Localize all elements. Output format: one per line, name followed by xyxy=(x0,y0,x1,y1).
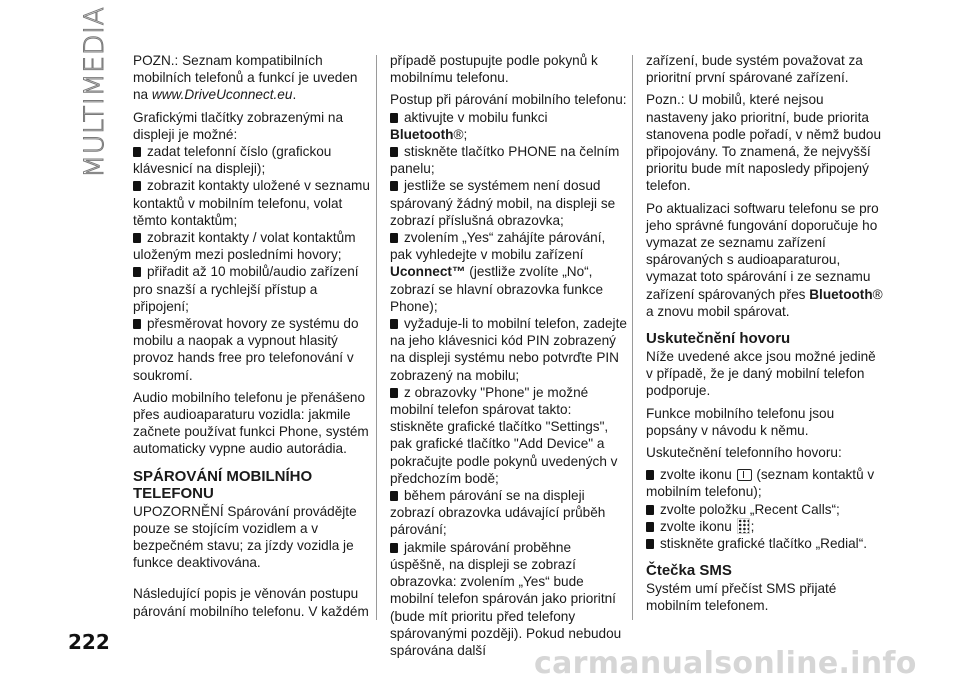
list-item: zobrazit kontakty / volat kontaktům uloženým mezi posledními hovory; xyxy=(133,230,356,263)
bullet-icon xyxy=(133,233,141,243)
text-column-2 xyxy=(390,52,628,659)
list-item: přiřadit až 10 mobilů/audio zařízení pro snazší a rychlejší přístup a připojení; xyxy=(133,264,359,314)
section-side-label: MULTIMEDIA xyxy=(79,6,110,178)
paragraph: Po aktualizaci softwaru telefonu se pro jeho správné fungování doporučuje ho vymazat ze seznamu zařízení spárovaných s audioaparaturou, vymazat toto spárování i ze seznamu zařízení spárovaných přes Bluetooth® a znovu mobil spárovat. xyxy=(646,200,883,319)
list-item: zadat telefonní číslo (grafickou klávesnicí na displeji); xyxy=(133,144,332,177)
list-item: jestliže se systémem není dosud spárovaný žádný mobil, na displeji se zobrazí příslušná obrazovka; xyxy=(390,178,616,228)
list-item: během párování se na displeji zobrazí obrazovka udávající průběh párování; xyxy=(390,488,606,538)
text-column-3 xyxy=(646,52,884,620)
list-item: stiskněte tlačítko PHONE na čelním panelu; xyxy=(390,144,620,177)
bullet-icon xyxy=(646,522,654,532)
paragraph: Systém umí přečíst SMS přijaté mobilním telefonem. xyxy=(646,581,837,614)
watermark: carmanualsonline.info xyxy=(534,646,917,681)
paragraph: Grafickými tlačítky zobrazenými na displeji je možné: xyxy=(133,109,344,142)
bullet-icon xyxy=(133,181,141,191)
bullet-icon xyxy=(390,181,398,191)
phonebook-icon xyxy=(737,469,752,481)
bullet-icon xyxy=(133,267,141,277)
paragraph: Níže uvedené akce jsou možné jedině v případě, že je daný mobilní telefon podporuje. xyxy=(646,349,876,399)
bullet-icon xyxy=(390,113,398,123)
bullet-icon xyxy=(133,319,141,329)
warning-paragraph: UPOZORNĚNÍ Spárování provádějte pouze se stojícím vozidlem a v bezpečném stavu; za jízdy vozidla je funkce deaktivována. xyxy=(133,503,357,571)
bullet-icon xyxy=(390,491,398,501)
bullet-icon xyxy=(390,388,398,398)
column-divider-1 xyxy=(376,55,377,620)
list-item: přesměrovat hovory ze systému do mobilu a naopak a vypnout hlasitý provoz hands free pro telefonování v soukromí. xyxy=(133,316,359,383)
paragraph: Audio mobilního telefonu je přenášeno přes audioaparaturu vozidla: jakmile začnete používat funkci Phone, systém automaticky vypne audio autorádia. xyxy=(133,389,369,457)
list-item: stiskněte grafické tlačítko „Redial“. xyxy=(646,535,884,552)
list-item: zobrazit kontakty uložené v seznamu kontaktů v mobilním telefonu, volat těmto kontaktům; xyxy=(133,178,370,228)
bullet-icon xyxy=(390,543,398,553)
column-divider-2 xyxy=(632,55,633,620)
page-number: 222 xyxy=(68,630,110,654)
list-item: aktivujte v mobilu funkci Bluetooth®; xyxy=(390,109,548,142)
list-item: zvolte ikonu (seznam kontaktů v mobilním telefonu); xyxy=(646,467,875,500)
compatibility-note: POZN.: Seznam kompatibilních mobilních telefonů a funkcí je uveden na www.DriveUconnect.eu. xyxy=(133,53,358,103)
list-item: zvolte položku „Recent Calls“; xyxy=(646,501,884,518)
text-column-1 xyxy=(133,52,371,625)
list-item: zvolte ikonu ; xyxy=(646,518,884,535)
section-heading: Čtečka SMS xyxy=(646,562,732,580)
compatibility-url: www.DriveUconnect.eu xyxy=(151,87,293,103)
bullet-icon xyxy=(646,470,654,480)
paragraph: zařízení, bude systém považovat za prioritní první spárované zařízení. xyxy=(646,53,863,86)
bullet-icon xyxy=(390,319,398,329)
keypad-icon xyxy=(737,518,750,534)
paragraph: Postup při párování mobilního telefonu: xyxy=(390,92,627,108)
list-item: z obrazovky "Phone" je možné mobilní telefon spárovat takto: stiskněte grafické tlačítko "Settings", pak grafické tlačítko "Add Device" a pokračujte podle pokynů uvedených v předchozím bodě; xyxy=(390,384,618,486)
paragraph: případě postupujte podle pokynů k mobilnímu telefonu. xyxy=(390,53,598,86)
list-item: zvolením „Yes“ zahájíte párování, pak vyhledejte v mobilu zařízení Uconnect™ (jestliže zvolíte „No“, zobrazí se hlavní obrazovka funkce Phone); xyxy=(390,230,606,314)
bullet-icon xyxy=(390,147,398,157)
list-item: jakmile spárování proběhne úspěšně, na displeji se zobrazí obrazovka: zvolením „Yes“ bude mobilní telefon spárován jako prioritní (bude mít prioritu před telefony spárovanými později). Pokud nebudou spárována další xyxy=(390,539,622,658)
list-item: vyžaduje-li to mobilní telefon, zadejte na jeho klávesnici kód PIN zobrazený na displeji systému nebo potvrďte PIN zobrazený na mobilu; xyxy=(390,316,627,383)
paragraph: Funkce mobilního telefonu jsou popsány v návodu k němu. xyxy=(646,405,835,438)
paragraph: Následující popis je věnován postupu párování mobilního telefonu. V každém xyxy=(133,586,369,619)
bullet-icon xyxy=(646,539,654,549)
paragraph: Uskutečnění telefonního hovoru: xyxy=(646,445,842,461)
bullet-icon xyxy=(390,233,398,243)
bullet-icon xyxy=(133,147,141,157)
paragraph: Pozn.: U mobilů, které nejsou nastaveny jako prioritní, bude priorita stanovena podle pořadí, v němž budou připojovány. To znamená, že nejvyšší prioritu bude mít naposledy připojený telefon. xyxy=(646,92,882,194)
section-heading: SPÁROVÁNÍ MOBILNÍHO TELEFONU xyxy=(133,467,313,502)
section-heading: Uskutečnění hovoru xyxy=(646,330,791,348)
bullet-icon xyxy=(646,505,654,515)
